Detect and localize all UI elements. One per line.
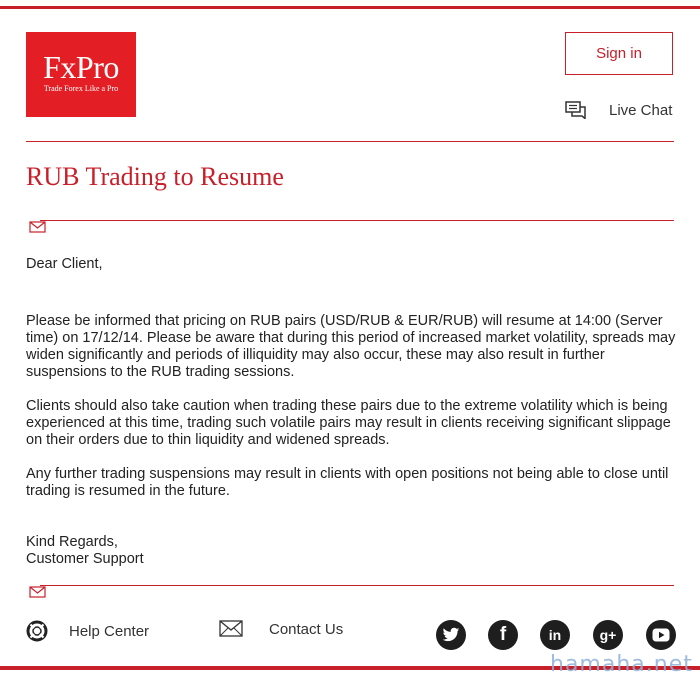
closing: Kind Regards, [26, 534, 118, 550]
envelope-divider-icon [29, 221, 46, 233]
youtube-link[interactable] [646, 620, 676, 650]
linkedin-icon: in [548, 627, 562, 643]
footer-divider [40, 585, 674, 586]
linkedin-link[interactable] [540, 620, 570, 650]
facebook-link[interactable] [488, 620, 518, 650]
header-divider [26, 141, 674, 142]
title-divider [40, 220, 674, 221]
logo-text: FxPro [43, 49, 119, 85]
email-body [26, 256, 676, 568]
contact-us-link[interactable] [219, 619, 343, 639]
google-plus-link[interactable] [593, 620, 623, 650]
live-chat-link[interactable] [565, 98, 672, 122]
twitter-link[interactable] [436, 620, 466, 650]
youtube-icon [652, 628, 670, 642]
google-plus-icon: g+ [599, 627, 617, 643]
contact-us-label: Contact Us [269, 620, 344, 638]
live-chat-label: Live Chat [609, 101, 673, 119]
paragraph: Please be informed that pricing on RUB pairs (USD/RUB & EUR/RUB) will resume at 14:00 (Server time) on 17/12/14. Please be aware that during this period of increased market volatility, spreads may widen significantly and periods of illiquidity may also occur, these may also result in further suspensions to the RUB trading sessions. [26, 313, 676, 380]
email-title: RUB Trading to Resume [26, 162, 284, 191]
greeting: Dear Client, [26, 256, 103, 272]
paragraph: Any further trading suspensions may result in clients with open positions not being able to close until trading is resumed in the future. [26, 466, 669, 499]
paragraph: Clients should also take caution when trading these pairs due to the extreme volatility which is being experienced at this time, trading such volatile pairs may result in clients receiving significant slippage on their orders due to thin liquidity and widened spreads. [26, 398, 671, 448]
twitter-icon [442, 627, 460, 643]
lifebuoy-icon [26, 620, 48, 642]
envelope-icon [219, 619, 245, 639]
signature: Customer Support [26, 551, 144, 567]
help-center-link[interactable] [26, 620, 149, 642]
help-center-label: Help Center [69, 622, 150, 640]
logo-tagline: Trade Forex Like a Pro [43, 84, 119, 93]
envelope-divider-icon [29, 586, 46, 598]
top-accent-bar [0, 6, 700, 9]
fxpro-logo[interactable] [26, 32, 136, 117]
facebook-icon: f [499, 624, 507, 645]
watermark-text: hamaha.net [550, 652, 693, 677]
chat-icon [565, 101, 587, 119]
sign-in-button[interactable]: Sign in [565, 32, 673, 75]
